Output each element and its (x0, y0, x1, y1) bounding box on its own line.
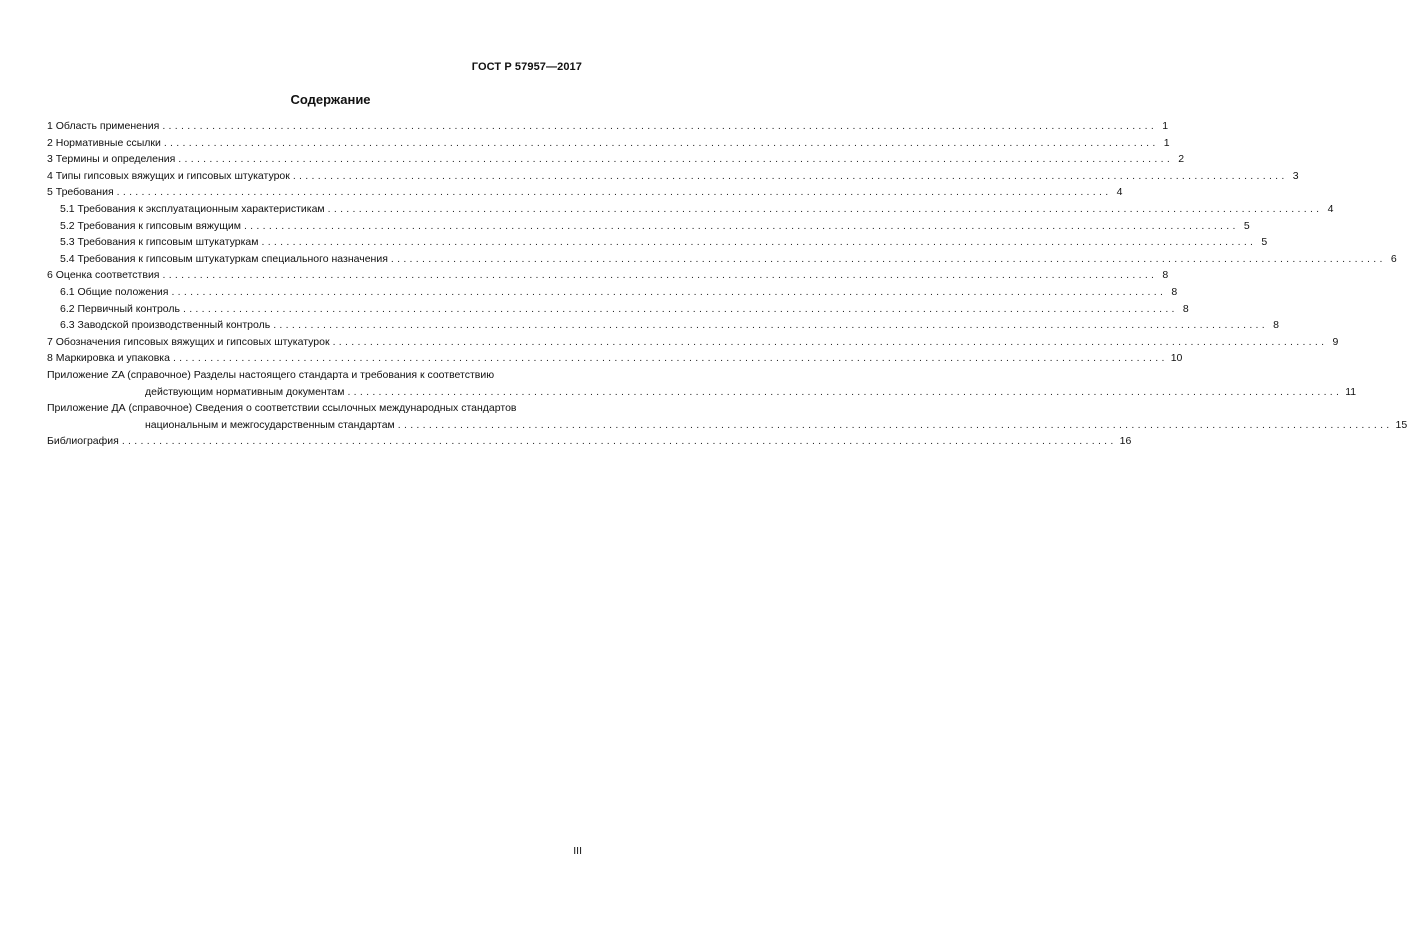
toc-appendix-entry[interactable] (47, 400, 1407, 433)
toc-subentry[interactable] (47, 317, 1279, 334)
toc-entry-label: Библиография (47, 435, 119, 448)
toc-entry-page: 3 (1292, 169, 1299, 182)
leader-dots: ................................................................................................................................................................ (178, 153, 1174, 166)
toc-entry-page: 8 (1182, 302, 1189, 315)
leader-dots: ................................................................................................................................................................ (273, 319, 1268, 332)
toc-entry[interactable] (47, 135, 1170, 152)
toc-entry-page: 1 (1163, 136, 1170, 149)
leader-dots: ................................................................................................................................................................ (162, 269, 1158, 282)
toc-entry-label: 5.3 Требования к гипсовым штукатуркам (60, 236, 259, 249)
toc-entry[interactable] (47, 267, 1169, 284)
leader-dots: ................................................................................................................................................................ (327, 202, 1323, 215)
toc-entry-label: 5.1 Требования к эксплуатационным характеристикам (60, 202, 325, 215)
toc-entry[interactable] (47, 350, 1183, 367)
toc-entry-label: Приложение ZA (справочное) Разделы настоящего стандарта и требования к соответствию (47, 368, 495, 381)
leader-dots: ................................................................................................................................................................ (183, 302, 1178, 315)
leader-dots: ................................................................................................................................................................ (172, 352, 1168, 365)
toc-entry-page: 8 (1162, 269, 1169, 282)
toc-entry-label-continued: действующим нормативным документам (145, 385, 345, 398)
toc-entry-page: 5 (1261, 236, 1268, 249)
toc-entry-label: 4 Типы гипсовых вяжущих и гипсовых штукатурок (47, 169, 290, 182)
leader-dots: ................................................................................................................................................................ (397, 418, 1393, 431)
toc-entry-label: 6.2 Первичный контроль (60, 302, 180, 315)
toc-entry-label-continued: национальным и межгосударственным стандартам (145, 418, 395, 431)
table-of-contents (47, 118, 1407, 450)
toc-entry-label: 5.4 Требования к гипсовым штукатуркам специального назначения (60, 252, 388, 265)
toc-title: Содержание (290, 92, 371, 107)
toc-entry-label: 2 Нормативные ссылки (47, 136, 161, 149)
toc-entry-page: 10 (1170, 352, 1183, 365)
toc-entry-page: 8 (1273, 319, 1279, 332)
toc-entry-label: Приложение ДА (справочное) Сведения о соответствии ссылочных международных стандартов (47, 402, 517, 415)
toc-entry-page: 2 (1178, 153, 1185, 166)
toc-entry-label: 6.3 Заводской производственный контроль (60, 319, 271, 332)
toc-entry-page: 9 (1332, 335, 1339, 348)
leader-dots: ................................................................................................................................................................ (390, 252, 1386, 265)
toc-entry-page: 4 (1116, 186, 1123, 199)
toc-entry-page: 5 (1243, 219, 1250, 232)
toc-entry[interactable] (47, 433, 1132, 450)
leader-dots: ................................................................................................................................................................ (121, 435, 1117, 448)
toc-entry[interactable] (47, 334, 1339, 351)
toc-subentry[interactable] (47, 251, 1397, 268)
leader-dots: ................................................................................................................................................................ (163, 136, 1159, 149)
toc-entry-page: 16 (1119, 435, 1132, 448)
toc-entry-page: 1 (1162, 120, 1169, 132)
toc-subentry[interactable] (47, 234, 1268, 251)
toc-entry[interactable] (47, 168, 1299, 185)
toc-entry-page: 4 (1327, 202, 1334, 215)
toc-subentry[interactable] (47, 201, 1334, 218)
toc-subentry[interactable] (47, 301, 1189, 318)
leader-dots: ................................................................................................................................................................ (162, 120, 1158, 132)
toc-entry[interactable] (47, 151, 1185, 168)
leader-dots: ................................................................................................................................................................ (116, 186, 1112, 199)
toc-entry[interactable] (47, 118, 1169, 135)
leader-dots: ................................................................................................................................................................ (261, 236, 1257, 249)
leader-dots: ................................................................................................................................................................ (292, 169, 1288, 182)
standard-code: ГОСТ Р 57957—2017 (471, 61, 582, 73)
toc-entry-label: 7 Обозначения гипсовых вяжущих и гипсовых штукатурок (47, 335, 330, 348)
toc-appendix-entry[interactable] (47, 367, 1357, 400)
toc-entry-page: 11 (1345, 385, 1357, 398)
toc-entry-label: 6 Оценка соответствия (47, 269, 160, 282)
toc-entry-label: 1 Область применения (47, 120, 160, 132)
toc-entry-page: 15 (1395, 418, 1407, 431)
leader-dots: ................................................................................................................................................................ (171, 285, 1167, 298)
leader-dots: ................................................................................................................................................................ (347, 385, 1343, 398)
toc-entry-page: 6 (1390, 252, 1397, 265)
leader-dots: ................................................................................................................................................................ (243, 219, 1239, 232)
toc-subentry[interactable] (47, 284, 1178, 301)
toc-entry-label: 3 Термины и определения (47, 153, 176, 166)
leader-dots: ................................................................................................................................................................ (332, 335, 1328, 348)
toc-entry-label: 6.1 Общие положения (60, 285, 169, 298)
toc-subentry[interactable] (47, 218, 1250, 235)
toc-entry[interactable] (47, 184, 1123, 201)
page-number: III (573, 845, 582, 857)
toc-entry-label: 8 Маркировка и упаковка (47, 352, 170, 365)
toc-entry-label: 5.2 Требования к гипсовым вяжущим (60, 219, 241, 232)
toc-entry-page: 8 (1171, 285, 1178, 298)
toc-entry-label: 5 Требования (47, 186, 114, 199)
